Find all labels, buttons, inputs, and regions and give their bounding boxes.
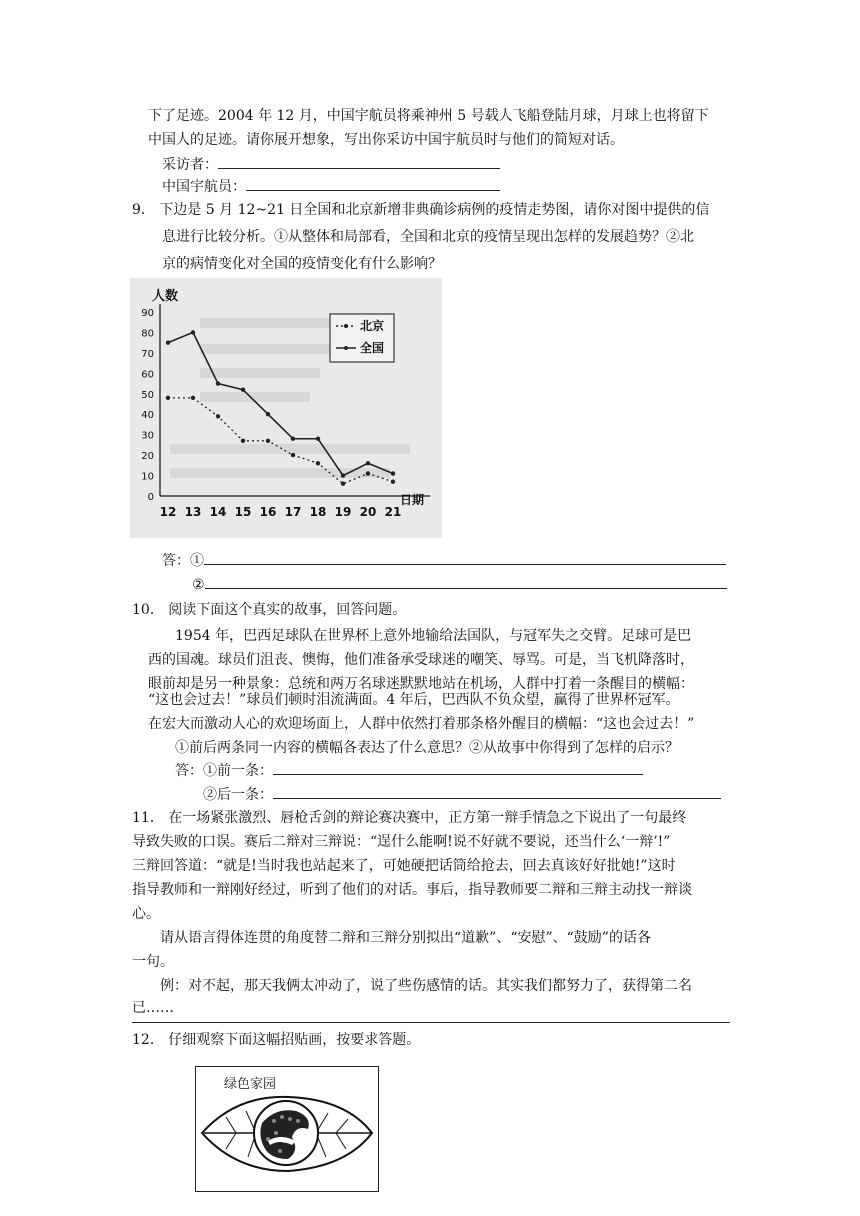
poster-title: 绿色家园 bbox=[224, 1077, 277, 1092]
q8-text-line: 中国人的足迹。请你展开想象，写出你采访中国宇航员时与他们的简短对话。 bbox=[148, 132, 624, 148]
y-tick-label: 50 bbox=[141, 389, 154, 401]
q10-heading: 10． 阅读下面这个真实的故事，回答问题。 bbox=[132, 602, 407, 618]
q9-answer-row-2 bbox=[192, 574, 727, 595]
y-tick-label: 30 bbox=[141, 430, 154, 442]
y-tick-label: 20 bbox=[141, 451, 154, 463]
answer-label-after: ②后一条： bbox=[203, 787, 273, 803]
chart-legend bbox=[330, 314, 394, 362]
y-tick-label: 0 bbox=[147, 492, 154, 503]
q8-interviewer-row bbox=[162, 154, 500, 175]
data-point bbox=[366, 461, 370, 465]
q10-story-line: 在宏大而激动人心的欢迎场面上，人群中依然打着那条格外醒目的横幅：“这也会过去！” bbox=[148, 716, 695, 732]
data-point bbox=[241, 387, 245, 391]
y-tick-label: 90 bbox=[141, 308, 154, 319]
astronaut-label: 中国宇航员： bbox=[162, 179, 246, 195]
q11-text-line: 一句。 bbox=[132, 954, 174, 970]
q11-text-line: 11． 在一场紧张激烈、唇枪舌剑的辩论赛决赛中，正方第一辩手情急之下说出了一句最终 bbox=[132, 810, 687, 826]
x-axis-label: 日期 bbox=[400, 493, 425, 507]
x-tick-label: 12 bbox=[159, 505, 177, 519]
legend-marker bbox=[344, 346, 348, 350]
data-point bbox=[316, 437, 320, 441]
interviewer-answer-blank[interactable] bbox=[218, 154, 500, 169]
data-point bbox=[391, 471, 395, 475]
epidemic-trend-chart bbox=[130, 278, 442, 538]
leaf-earth-illustration bbox=[196, 1067, 378, 1191]
q10-story-line: 西的国魂。球员们沮丧、懊悔，他们准备承受球迷的嘲笑、辱骂。可是，当飞机降落时， bbox=[148, 652, 694, 668]
y-tick-label: 10 bbox=[141, 471, 154, 483]
data-point bbox=[316, 461, 320, 465]
q10-story-line: 眼前却是另一种景象：总统和两万名球迷默默地站在机场，人群中打着一条醒目的横幅： bbox=[148, 676, 694, 692]
q11-text-line: 三辩回答道：“就是!当时我也站起来了，可她硬把话筒给抢去，回去真该好好批她!”这时 bbox=[132, 858, 676, 874]
q11-answer-line[interactable] bbox=[132, 1022, 730, 1023]
data-point bbox=[191, 330, 195, 334]
x-tick-label: 21 bbox=[384, 505, 402, 519]
legend-marker bbox=[344, 324, 348, 328]
chart-svg bbox=[130, 278, 442, 538]
astronaut-answer-blank[interactable] bbox=[246, 176, 500, 191]
q11-text-line: 导致失败的口误。赛后二辩对三辩说：“逞什么能啊!说不好就不要说，还当什么‘一辩’!” bbox=[132, 834, 671, 850]
q9-answer-blank-1[interactable] bbox=[204, 550, 726, 565]
data-point bbox=[291, 437, 295, 441]
data-point bbox=[366, 471, 370, 475]
q10-answer-blank-2[interactable] bbox=[273, 784, 721, 799]
x-tick-label: 18 bbox=[309, 505, 327, 519]
data-point bbox=[166, 396, 170, 400]
q12-heading: 12． 仔细观察下面这幅招贴画，按要求答题。 bbox=[132, 1032, 421, 1048]
q9-answer-blank-2[interactable] bbox=[205, 574, 727, 589]
x-tick-label: 14 bbox=[209, 505, 227, 519]
x-tick-label: 19 bbox=[334, 505, 352, 519]
y-tick-label: 40 bbox=[141, 410, 154, 422]
x-tick-label: 13 bbox=[184, 505, 202, 519]
x-tick-label: 17 bbox=[284, 505, 302, 519]
green-home-poster bbox=[195, 1066, 379, 1192]
y-tick-label: 80 bbox=[141, 328, 154, 340]
x-tick-label: 16 bbox=[259, 505, 277, 519]
q10-story-line: 1954 年，巴西足球队在世界杯上意外地输给法国队，与冠军失之交臂。足球可是巴 bbox=[175, 628, 692, 644]
q8-text-line: 下了足迹。2004 年 12 月，中国宇航员将乘神州 5 号载人飞船登陆月球，月球上也将留下 bbox=[148, 108, 709, 124]
q10-answer-row-1 bbox=[175, 760, 643, 781]
legend-label: 北京 bbox=[360, 319, 385, 333]
data-point bbox=[216, 381, 220, 385]
data-point bbox=[266, 439, 270, 443]
x-tick-label: 20 bbox=[359, 505, 377, 519]
answer-label-before: 答：①前一条： bbox=[175, 763, 273, 779]
answer-label-2: ② bbox=[192, 577, 205, 593]
data-point bbox=[391, 479, 395, 483]
data-point bbox=[191, 396, 195, 400]
q9-answer-row-1 bbox=[162, 550, 726, 571]
q10-answer-row-2 bbox=[203, 784, 721, 805]
data-point bbox=[216, 414, 220, 418]
legend-label: 全国 bbox=[360, 341, 385, 355]
q9-text-line: 9． 下边是 5 月 12~21 日全国和北京新增非典确诊病例的疫情走势图，请你对图中提供的信 bbox=[132, 202, 710, 218]
y-tick-label: 70 bbox=[141, 348, 154, 360]
q9-text-line: 京的病情变化对全国的疫情变化有什么影响？ bbox=[162, 256, 442, 272]
q9-text-line: 息进行比较分析。①从整体和局部看，全国和北京的疫情呈现出怎样的发展趋势？②北 bbox=[162, 229, 694, 245]
y-tick-label: 60 bbox=[141, 369, 154, 381]
q11-text-line: 已…… bbox=[132, 1000, 174, 1016]
q11-text-line: 指导教师和一辩刚好经过，听到了他们的对话。事后，指导教师要二辩和三辩主动找一辩谈 bbox=[132, 882, 692, 898]
data-point bbox=[341, 473, 345, 477]
interviewer-label: 采访者： bbox=[162, 157, 218, 173]
q10-story-line: “这也会过去！”球员们顿时泪流满面。4 年后，巴西队不负众望，赢得了世界杯冠军。 bbox=[148, 692, 680, 708]
answer-label-1: 答：① bbox=[162, 553, 204, 569]
q11-text-line: 请从语言得体连贯的角度替二辩和三辩分别拟出“道歉”、“安慰”、“鼓励”的话各 bbox=[160, 930, 651, 946]
q10-answer-blank-1[interactable] bbox=[273, 760, 643, 775]
x-tick-label: 15 bbox=[234, 505, 252, 519]
q11-text-line: 例：对不起，那天我俩太冲动了，说了些伤感情的话。其实我们都努力了，获得第二名 bbox=[160, 978, 692, 994]
y-axis-label: 人数 bbox=[152, 289, 179, 304]
q11-text-line: 心。 bbox=[132, 906, 160, 922]
q10-question: ①前后两条同一内容的横幅各表达了什么意思？②从故事中你得到了怎样的启示？ bbox=[175, 740, 679, 756]
data-point bbox=[266, 412, 270, 416]
data-point bbox=[241, 439, 245, 443]
data-point bbox=[341, 482, 345, 486]
data-point bbox=[166, 340, 170, 344]
data-point bbox=[291, 453, 295, 457]
q8-astronaut-row bbox=[162, 176, 500, 197]
